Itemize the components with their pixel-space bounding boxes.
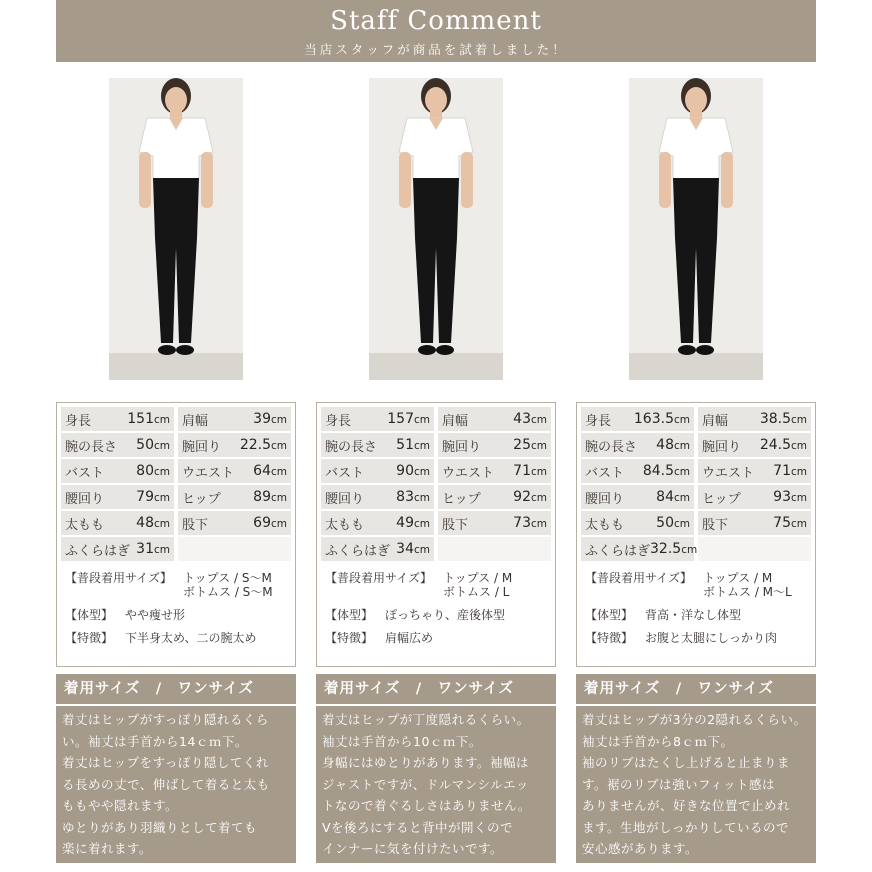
measurement-unit: cm bbox=[270, 518, 287, 530]
usual-size-label: 【普段着用サイズ】 bbox=[325, 571, 433, 585]
measurement-cell bbox=[178, 407, 291, 431]
measurement-value: 43cm bbox=[513, 411, 547, 427]
staff-column-2 bbox=[316, 0, 556, 872]
comment-line: トなので着ぐるしさはありません。 bbox=[322, 798, 531, 813]
measurement-value: 89cm bbox=[253, 489, 287, 505]
measurement-value: 71cm bbox=[773, 463, 807, 479]
measurement-table bbox=[61, 407, 291, 563]
section-subtitle: 当店スタッフが商品を試着しました！ bbox=[304, 42, 568, 57]
measurement-unit: cm bbox=[673, 414, 690, 426]
measurement-cell bbox=[178, 511, 291, 535]
measurement-unit: cm bbox=[153, 492, 170, 504]
measurement-label: ふくらはぎ bbox=[325, 543, 391, 559]
measurement-label: 股下 bbox=[182, 517, 209, 533]
measurement-cell bbox=[178, 485, 291, 509]
measurement-cell bbox=[438, 511, 551, 535]
measurement-row bbox=[321, 511, 551, 537]
measurement-value: 73cm bbox=[513, 515, 547, 531]
comment-line: ジャストですが、ドルマンシルエッ bbox=[322, 776, 529, 792]
measurement-cell bbox=[698, 433, 811, 457]
measurement-row bbox=[581, 537, 811, 563]
staff-photo bbox=[369, 78, 503, 380]
measurement-label: バスト bbox=[65, 465, 105, 481]
staff-info bbox=[65, 571, 289, 654]
measurement-cell bbox=[581, 511, 694, 535]
measurement-label: 腰回り bbox=[65, 491, 105, 507]
measurement-cell bbox=[61, 459, 174, 483]
measurement-label: 腰回り bbox=[585, 491, 625, 507]
measurement-row bbox=[321, 407, 551, 433]
measurement-cell bbox=[581, 433, 694, 457]
measurement-value: 80cm bbox=[136, 463, 170, 479]
measurement-row bbox=[321, 459, 551, 485]
feature-label: 【特徴】 bbox=[325, 631, 374, 645]
measurement-label: ヒップ bbox=[182, 491, 221, 507]
measurement-label: バスト bbox=[585, 465, 625, 481]
measurement-value: 93cm bbox=[773, 489, 807, 505]
measurement-value: 83cm bbox=[396, 489, 430, 505]
staff-info bbox=[585, 571, 809, 654]
measurement-cell bbox=[178, 459, 291, 483]
measurement-value: 92cm bbox=[513, 489, 547, 505]
comment-line: 着丈はヒップが丁度隠れるくらい。 bbox=[322, 712, 530, 727]
body-type-value: やや痩せ形 bbox=[125, 608, 186, 622]
measurement-unit: cm bbox=[413, 544, 430, 556]
measurement-value: 157cm bbox=[387, 411, 430, 427]
measurement-cell bbox=[321, 433, 434, 457]
measurement-label: 太もも bbox=[65, 517, 105, 533]
measurement-cell bbox=[581, 459, 694, 483]
measurement-label: 太もも bbox=[585, 517, 625, 533]
staff-comment-box bbox=[316, 706, 556, 863]
body-type-row bbox=[65, 608, 289, 622]
measurement-value: 90cm bbox=[396, 463, 430, 479]
measurement-label: ふくらはぎ bbox=[585, 543, 651, 559]
measurement-value: 49cm bbox=[396, 515, 430, 531]
measurement-unit: cm bbox=[270, 466, 287, 478]
measurement-unit: cm bbox=[270, 414, 287, 426]
measurement-label: ふくらはぎ bbox=[65, 543, 131, 559]
usual-size-row bbox=[325, 571, 549, 599]
measurement-value: 38.5cm bbox=[759, 411, 807, 427]
usual-size-row bbox=[585, 571, 809, 599]
measurement-cell bbox=[438, 407, 551, 431]
measurement-card bbox=[56, 402, 296, 667]
measurement-unit: cm bbox=[153, 466, 170, 478]
measurement-unit: cm bbox=[270, 492, 287, 504]
measurement-unit: cm bbox=[673, 492, 690, 504]
comment-line: 着丈はヒップをすっぽり隠してくれ bbox=[62, 755, 269, 770]
measurement-row bbox=[61, 485, 291, 511]
measurement-label: 肩幅 bbox=[702, 413, 729, 429]
measurement-unit: cm bbox=[681, 544, 698, 556]
feature-value: お腹と太腿にしっかり肉 bbox=[645, 631, 778, 645]
body-type-row bbox=[585, 608, 809, 622]
measurement-cell bbox=[698, 459, 811, 483]
measurement-label: 股下 bbox=[442, 517, 469, 533]
measurement-cell bbox=[698, 511, 811, 535]
comment-line: 着丈はヒップが3分の2隠れるくらい。 bbox=[582, 712, 807, 727]
measurement-cell bbox=[438, 485, 551, 509]
measurement-value: 50cm bbox=[656, 515, 690, 531]
usual-size-value: トップス / S〜M ボトムス / S〜M bbox=[183, 571, 273, 599]
measurement-cell bbox=[61, 407, 174, 431]
measurement-value: 84cm bbox=[656, 489, 690, 505]
measurement-row bbox=[581, 459, 811, 485]
measurement-value: 48cm bbox=[656, 437, 690, 453]
comment-line: 身幅にはゆとりがあります。袖幅は bbox=[322, 755, 530, 770]
measurement-cell bbox=[178, 433, 291, 457]
measurement-value: 24.5cm bbox=[759, 437, 807, 453]
measurement-label: 股下 bbox=[702, 517, 729, 533]
measurement-row bbox=[61, 511, 291, 537]
staff-photo bbox=[109, 78, 243, 380]
measurement-unit: cm bbox=[153, 440, 170, 452]
measurement-label: 腕回り bbox=[182, 439, 222, 455]
measurement-unit: cm bbox=[530, 414, 547, 426]
measurement-card bbox=[316, 402, 556, 667]
measurement-value: 71cm bbox=[513, 463, 547, 479]
measurement-cell bbox=[61, 537, 174, 561]
staff-column-3 bbox=[576, 0, 816, 872]
measurement-table bbox=[321, 407, 551, 563]
feature-row bbox=[585, 631, 809, 645]
measurement-value: 69cm bbox=[253, 515, 287, 531]
body-type-value: ぽっちゃり、産後体型 bbox=[385, 608, 506, 622]
measurement-label: 身長 bbox=[585, 413, 612, 429]
measurement-row bbox=[61, 459, 291, 485]
measurement-row bbox=[581, 407, 811, 433]
measurement-unit: cm bbox=[413, 414, 430, 426]
measurement-row bbox=[321, 485, 551, 511]
measurement-cell bbox=[698, 407, 811, 431]
measurement-unit: cm bbox=[270, 440, 287, 452]
feature-row bbox=[325, 631, 549, 645]
worn-size-bar: 着用サイズ / ワンサイズ bbox=[56, 674, 296, 704]
body-type-row bbox=[325, 608, 549, 622]
worn-size-bar: 着用サイズ / ワンサイズ bbox=[576, 674, 816, 704]
comment-line: い。袖丈は手首から14ｃｍ下。 bbox=[62, 733, 248, 749]
feature-value: 肩幅広め bbox=[385, 631, 434, 645]
measurement-unit: cm bbox=[790, 466, 807, 478]
measurement-value: 64cm bbox=[253, 463, 287, 479]
measurement-unit: cm bbox=[530, 492, 547, 504]
comment-line: ゆとりがあり羽織りとして着ても bbox=[62, 819, 258, 835]
body-type-value: 背高・洋なし体型 bbox=[645, 608, 742, 622]
measurement-unit: cm bbox=[790, 440, 807, 452]
comment-line: 安心感があります。 bbox=[582, 841, 699, 856]
measurement-label: 肩幅 bbox=[442, 413, 469, 429]
measurement-value: 22.5cm bbox=[239, 437, 287, 453]
measurement-unit: cm bbox=[790, 492, 807, 504]
measurement-unit: cm bbox=[413, 492, 430, 504]
measurement-value: 39cm bbox=[253, 411, 287, 427]
measurement-value: 151cm bbox=[127, 411, 170, 427]
measurement-cell bbox=[581, 537, 698, 561]
measurement-unit: cm bbox=[153, 414, 170, 426]
usual-size-row bbox=[65, 571, 289, 599]
comment-line: 袖丈は手首から8ｃｍ下。 bbox=[582, 733, 734, 749]
measurement-value: 163.5cm bbox=[633, 411, 690, 427]
body-type-label: 【体型】 bbox=[325, 608, 374, 622]
measurement-cell-empty bbox=[438, 537, 551, 561]
feature-row bbox=[65, 631, 289, 645]
measurement-row bbox=[321, 537, 551, 563]
comment-line: インナーに気を付けたいです。 bbox=[322, 841, 504, 856]
measurement-row bbox=[61, 407, 291, 433]
measurement-label: ウエスト bbox=[182, 465, 235, 481]
measurement-row bbox=[61, 433, 291, 459]
comment-line: 楽に着れます。 bbox=[62, 841, 153, 856]
measurement-row bbox=[581, 433, 811, 459]
staff-info bbox=[325, 571, 549, 654]
measurement-cell bbox=[321, 459, 434, 483]
measurement-label: ヒップ bbox=[442, 491, 481, 507]
measurement-unit: cm bbox=[530, 466, 547, 478]
comment-line: ます。生地がしっかりしているので bbox=[582, 819, 790, 835]
measurement-label: 腰回り bbox=[325, 491, 365, 507]
measurement-unit: cm bbox=[673, 466, 690, 478]
measurement-value: 48cm bbox=[136, 515, 170, 531]
section-title: Staff Comment bbox=[330, 6, 542, 36]
measurement-unit: cm bbox=[530, 518, 547, 530]
measurement-cell bbox=[321, 485, 434, 509]
measurement-cell bbox=[438, 433, 551, 457]
feature-label: 【特徴】 bbox=[65, 631, 114, 645]
measurement-value: 32.5cm bbox=[650, 541, 698, 557]
body-type-label: 【体型】 bbox=[585, 608, 634, 622]
feature-value: 下半身太め、二の腕太め bbox=[125, 631, 257, 645]
measurement-cell bbox=[581, 485, 694, 509]
measurement-label: 身長 bbox=[65, 413, 92, 429]
body-type-label: 【体型】 bbox=[65, 608, 114, 622]
comment-line: る長めの丈で、伸ばして着ると太も bbox=[62, 776, 270, 792]
usual-size-value: トップス / M ボトムス / L bbox=[443, 571, 513, 599]
measurement-cell bbox=[61, 485, 174, 509]
measurement-unit: cm bbox=[153, 544, 170, 556]
measurement-row bbox=[581, 485, 811, 511]
measurement-unit: cm bbox=[790, 414, 807, 426]
worn-size-bar: 着用サイズ / ワンサイズ bbox=[316, 674, 556, 704]
comment-line: Vを後ろにすると背中が開くので bbox=[322, 819, 514, 835]
measurement-cell-empty bbox=[698, 537, 811, 561]
usual-size-label: 【普段着用サイズ】 bbox=[65, 571, 173, 585]
measurement-unit: cm bbox=[153, 518, 170, 530]
measurement-unit: cm bbox=[790, 518, 807, 530]
measurement-unit: cm bbox=[413, 466, 430, 478]
measurement-label: 肩幅 bbox=[182, 413, 209, 429]
staff-photo-2 bbox=[369, 78, 503, 380]
comment-line: ももやや隠れます。 bbox=[62, 798, 179, 813]
staff-photo-1 bbox=[109, 78, 243, 380]
measurement-value: 79cm bbox=[136, 489, 170, 505]
measurement-cell bbox=[581, 407, 694, 431]
measurement-label: 腕の長さ bbox=[585, 439, 638, 455]
comment-line: 袖のリブはたくし上げると止まりま bbox=[582, 755, 791, 770]
measurement-label: ウエスト bbox=[442, 465, 495, 481]
usual-size-value: トップス / M ボトムス / M〜L bbox=[703, 571, 792, 599]
measurement-cell bbox=[61, 433, 174, 457]
measurement-unit: cm bbox=[413, 518, 430, 530]
usual-size-label: 【普段着用サイズ】 bbox=[585, 571, 693, 585]
staff-column-1 bbox=[56, 0, 296, 872]
measurement-cell bbox=[321, 537, 434, 561]
measurement-unit: cm bbox=[413, 440, 430, 452]
measurement-cell bbox=[321, 407, 434, 431]
measurement-cell bbox=[438, 459, 551, 483]
measurement-card bbox=[576, 402, 816, 667]
comment-line: 着丈はヒップがすっぽり隠れるくら bbox=[62, 712, 269, 727]
measurement-unit: cm bbox=[673, 440, 690, 452]
measurement-row bbox=[321, 433, 551, 459]
measurement-value: 50cm bbox=[136, 437, 170, 453]
measurement-value: 31cm bbox=[136, 541, 170, 557]
measurement-table bbox=[581, 407, 811, 563]
measurement-label: 腕回り bbox=[702, 439, 742, 455]
measurement-cell bbox=[61, 511, 174, 535]
measurement-value: 25cm bbox=[513, 437, 547, 453]
measurement-label: ヒップ bbox=[702, 491, 741, 507]
measurement-row bbox=[61, 537, 291, 563]
measurement-label: 腕回り bbox=[442, 439, 482, 455]
measurement-value: 75cm bbox=[773, 515, 807, 531]
measurement-value: 34cm bbox=[396, 541, 430, 557]
measurement-value: 84.5cm bbox=[642, 463, 690, 479]
feature-label: 【特徴】 bbox=[585, 631, 634, 645]
measurement-cell bbox=[698, 485, 811, 509]
measurement-label: ウエスト bbox=[702, 465, 755, 481]
measurement-label: 腕の長さ bbox=[65, 439, 118, 455]
measurement-label: 太もも bbox=[325, 517, 365, 533]
measurement-label: 身長 bbox=[325, 413, 352, 429]
measurement-cell-empty bbox=[178, 537, 291, 561]
staff-comment-box bbox=[576, 706, 816, 863]
measurement-label: バスト bbox=[325, 465, 365, 481]
measurement-unit: cm bbox=[673, 518, 690, 530]
measurement-row bbox=[581, 511, 811, 537]
staff-photo-3 bbox=[629, 78, 763, 380]
comment-line: 袖丈は手首から10ｃｍ下。 bbox=[322, 733, 482, 749]
measurement-label: 腕の長さ bbox=[325, 439, 378, 455]
measurement-unit: cm bbox=[530, 440, 547, 452]
comment-line: ありませんが、好きな位置で止めれ bbox=[582, 798, 791, 813]
staff-photo bbox=[629, 78, 763, 380]
staff-comment-box bbox=[56, 706, 296, 863]
measurement-cell bbox=[321, 511, 434, 535]
comment-line: す。裾のリブは強いフィット感は bbox=[582, 776, 776, 792]
measurement-value: 51cm bbox=[396, 437, 430, 453]
